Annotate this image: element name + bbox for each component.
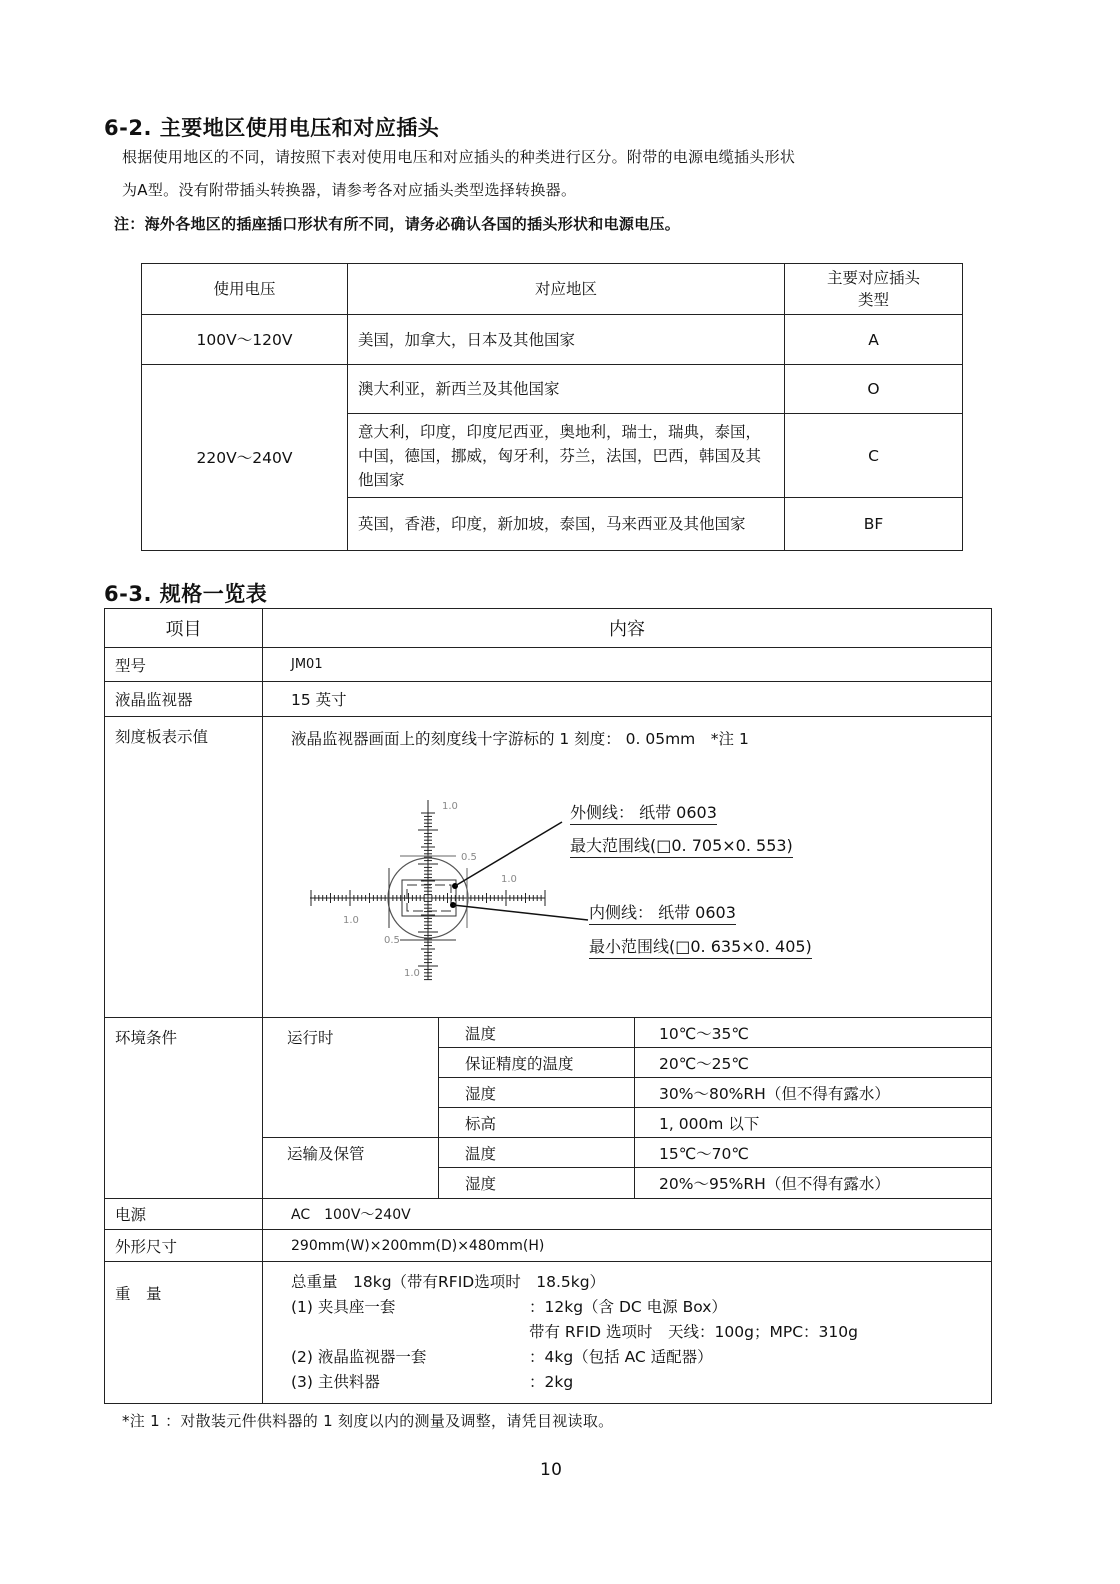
plug-type: A: [785, 315, 963, 365]
intro-line-1: 根据使用地区的不同，请按照下表对使用电压和对应插头的种类进行区分。附带的电源电缆插头形状: [122, 148, 796, 166]
scale-label: 刻度板表示值: [105, 717, 263, 1018]
tick-label: 1.0: [404, 968, 420, 979]
model-label: 型号: [105, 648, 263, 682]
region: 意大利，印度，印度尼西亚，奥地利，瑞士，瑞典，泰国，中国，德国，挪威，匈牙利，芬兰，法国，巴西，韩国及其他国家: [348, 414, 785, 498]
weight-label: 重 量: [105, 1262, 263, 1404]
weight-item-value: ：4kg（包括 AC 适配器）: [529, 1348, 713, 1366]
page-number: 10: [540, 1460, 563, 1480]
env-value: 10℃～35℃: [635, 1018, 992, 1048]
region: 美国，加拿大，日本及其他国家: [348, 315, 785, 365]
inner-line-label: 内侧线： 纸带 0603: [589, 900, 736, 925]
env-value: 1, 000m 以下: [635, 1108, 992, 1138]
tick-label: 1.0: [501, 874, 517, 885]
weight-content: [263, 1262, 992, 1404]
header-region: 对应地区: [348, 264, 785, 315]
env-key: 温度: [439, 1138, 635, 1168]
note: 注：海外各地区的插座插口形状有所不同，请务必确认各国的插头形状和电源电压。: [114, 215, 681, 233]
size-value: 290mm(W)×200mm(D)×480mm(H): [263, 1230, 992, 1262]
footnote: *注 1 ：对散装元件供料器的 1 刻度以内的测量及调整，请凭目视读取。: [122, 1412, 614, 1430]
tick-label: 1.0: [343, 915, 359, 926]
outer-line-label: 外侧线： 纸带 0603: [570, 800, 717, 825]
env-value: 15℃～70℃: [635, 1138, 992, 1168]
header-item: 项目: [105, 609, 263, 648]
intro-line-2: 为A型。没有附带插头转换器，请参考各对应插头类型选择转换器。: [122, 181, 577, 199]
weight-item-value: ：2kg: [529, 1373, 574, 1391]
plug-type: O: [785, 365, 963, 414]
weight-item-label: (3) 主供料器: [291, 1373, 380, 1391]
env-transport: 运输及保管: [263, 1138, 439, 1199]
voltage-table: [141, 263, 963, 551]
env-key: 温度: [439, 1018, 635, 1048]
env-value: 20%～95%RH（但不得有露水）: [635, 1168, 992, 1199]
model-value: JM01: [263, 648, 992, 682]
section-title-6-2: 6-2. 主要地区使用电压和对应插头: [104, 116, 440, 140]
region: 澳大利亚，新西兰及其他国家: [348, 365, 785, 414]
weight-total: 总重量 18kg（带有RFID选项时 18.5kg）: [291, 1273, 606, 1291]
weight-item-label: (1) 夹具座一套: [291, 1298, 396, 1316]
voltage-220-240: 220V～240V: [142, 365, 348, 551]
env-label: 环境条件: [105, 1018, 263, 1199]
tick-label: 0.5: [384, 935, 400, 946]
spec-table: [104, 608, 992, 1404]
region: 英国，香港，印度，新加坡，泰国，马来西亚及其他国家: [348, 498, 785, 551]
env-value: 20℃～25℃: [635, 1048, 992, 1078]
env-running: 运行时: [263, 1018, 439, 1138]
scale-value: 液晶监视器画面上的刻度线十字游标的 1 刻度： 0. 05mm *注 1: [263, 717, 992, 1018]
weight-rfid-note: 带有 RFID 选项时 天线：100g；MPC：310g: [529, 1323, 858, 1341]
section-title-6-3: 6-3. 规格一览表: [104, 582, 268, 606]
header-content: 内容: [263, 609, 992, 648]
env-value: 30%～80%RH（但不得有露水）: [635, 1078, 992, 1108]
lcd-value: 15 英寸: [263, 682, 992, 717]
tick-label: 1.0: [442, 801, 458, 812]
min-range-label: 最小范围线(□0. 635×0. 405): [589, 934, 812, 959]
weight-item-label: (2) 液晶监视器一套: [291, 1348, 427, 1366]
size-label: 外形尺寸: [105, 1230, 263, 1262]
power-value: AC 100V～240V: [263, 1199, 992, 1230]
plug-type: BF: [785, 498, 963, 551]
plug-type: C: [785, 414, 963, 498]
env-key: 标高: [439, 1108, 635, 1138]
max-range-label: 最大范围线(□0. 705×0. 553): [570, 833, 793, 858]
voltage-100-120: 100V～120V: [142, 315, 348, 365]
header-voltage: 使用电压: [142, 264, 348, 315]
weight-item-value: ：12kg（含 DC 电源 Box）: [529, 1298, 727, 1316]
power-label: 电源: [105, 1199, 263, 1230]
env-key: 湿度: [439, 1168, 635, 1199]
env-key: 湿度: [439, 1078, 635, 1108]
inner-leader: [453, 905, 588, 920]
lcd-label: 液晶监视器: [105, 682, 263, 717]
header-plug: 主要对应插头 类型: [785, 264, 963, 315]
env-key: 保证精度的温度: [439, 1048, 635, 1078]
tick-label: 0.5: [461, 852, 477, 863]
